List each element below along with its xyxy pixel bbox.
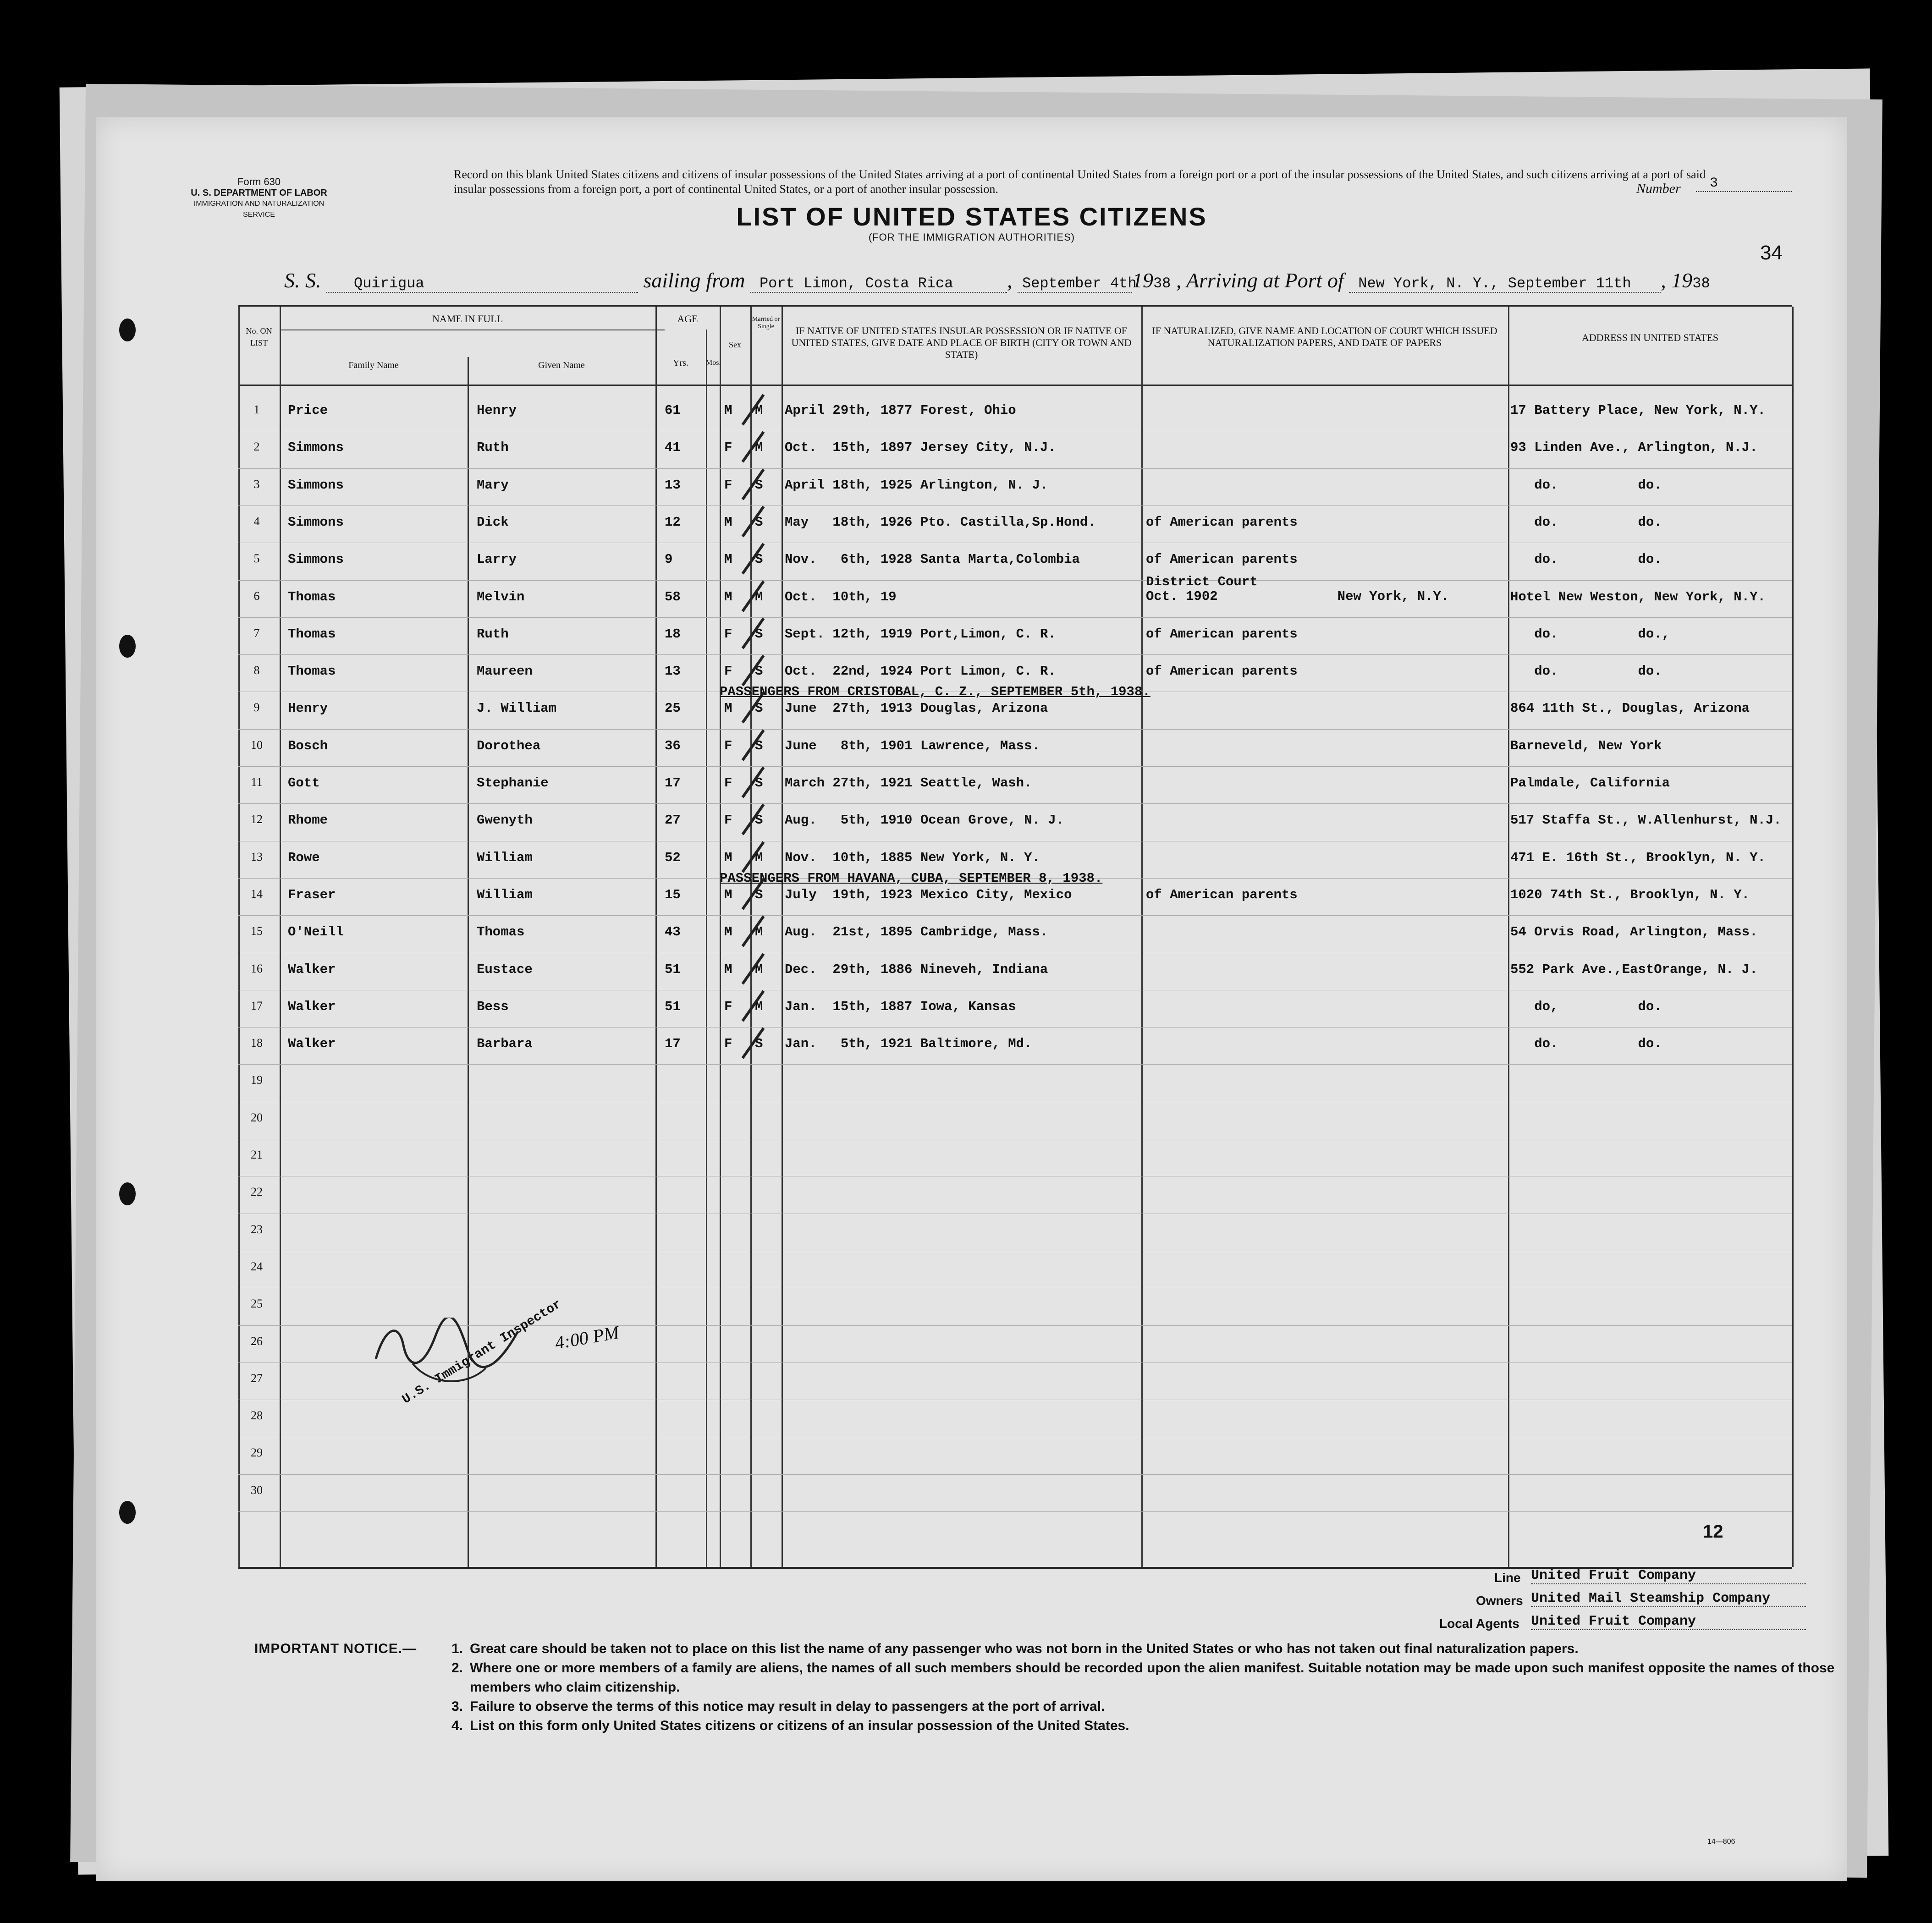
cell-no: 23 <box>251 1222 263 1236</box>
cell-ms: S <box>755 626 763 642</box>
cell-age: 41 <box>665 440 681 456</box>
cell-no: 2 <box>253 440 260 454</box>
cell-no: 17 <box>251 999 263 1012</box>
cell-sex: F <box>724 664 732 679</box>
binder-hole <box>119 1182 136 1205</box>
cell-ms: M <box>755 924 763 940</box>
cell-given: Thomas <box>477 924 525 940</box>
cell-addr: 552 Park Ave.,EastOrange, N. J. <box>1510 962 1758 977</box>
inspector-stamp: U.S. Immigrant Inspector <box>400 1297 564 1407</box>
cell-age: 25 <box>665 701 681 716</box>
owners-value: United Mail Steamship Company <box>1531 1591 1806 1607</box>
cell-no: 12 <box>251 813 263 826</box>
row-rule <box>238 505 1792 506</box>
cell-family: Simmons <box>288 514 344 530</box>
cell-birth: Jan. 15th, 1887 Iowa, Kansas <box>785 999 1016 1014</box>
number-label: Number <box>1636 181 1681 196</box>
arrival-time: 4:00 PM <box>553 1322 621 1353</box>
cell-age: 51 <box>665 999 681 1014</box>
cell-nat: of American parents <box>1146 626 1298 642</box>
cell-sex: M <box>724 924 732 940</box>
cell-birth: Oct. 10th, 19 <box>785 589 897 604</box>
service: IMMIGRATION AND NATURALIZATION SERVICE <box>193 200 325 219</box>
arrival-year: 38 <box>1692 275 1710 292</box>
cell-ms: M <box>755 999 763 1014</box>
cell-family: Walker <box>288 1036 336 1052</box>
row-rule <box>238 617 1792 618</box>
header-no-on-list: No. ON LIST <box>246 326 272 347</box>
cell-ms: S <box>755 887 763 902</box>
cell-addr: do. do. <box>1510 514 1662 530</box>
cell-birth: Dec. 29th, 1886 Nineveh, Indiana <box>785 962 1048 977</box>
cell-family: Simmons <box>288 477 344 493</box>
page-subtitle: (FOR THE IMMIGRATION AUTHORITIES) <box>868 231 1075 243</box>
cell-family: O'Neill <box>288 924 344 940</box>
cell-birth: Sept. 12th, 1919 Port,Limon, C. R. <box>785 626 1056 642</box>
cell-birth: Nov. 10th, 1885 New York, N. Y. <box>785 850 1040 865</box>
line-label: Line <box>1494 1571 1521 1585</box>
cell-no: 10 <box>251 738 263 752</box>
cell-sex: M <box>724 403 732 418</box>
header-address: ADDRESS IN UNITED STATES <box>1581 332 1719 343</box>
cell-no: 18 <box>251 1036 263 1050</box>
cell-age: 27 <box>665 813 681 828</box>
cell-addr: do. do. <box>1510 664 1662 679</box>
cell-sex: M <box>724 552 732 567</box>
cell-no: 22 <box>251 1185 263 1199</box>
cell-no: 11 <box>251 775 263 789</box>
page-number: 34 <box>1760 242 1783 264</box>
cell-no: 1 <box>253 403 260 416</box>
cell-given: Ruth <box>477 626 509 642</box>
cell-birth: July 19th, 1923 Mexico City, Mexico <box>785 887 1072 902</box>
cell-given: Gwenyth <box>477 813 533 828</box>
cell-ms: M <box>755 850 763 865</box>
cell-age: 17 <box>665 775 681 791</box>
cell-no: 9 <box>253 701 260 714</box>
cell-given: Ruth <box>477 440 509 456</box>
notice-item: 4. List on this form only United States citizens or citizens of an insular possession of the United States. <box>451 1718 1129 1733</box>
number-value: 3 <box>1696 176 1792 192</box>
form-instructions: Record on this blank United States citizens and citizens of insular possessions of the United States arriving at a port of continental United States from a foreign port or a port of the insular possessions of the United States, and such citizens arriving at a port of said insular possessions from a foreign port, a port of continental United States, or a port of another insular possession. <box>454 168 1706 196</box>
cell-given: Larry <box>477 552 517 567</box>
binder-hole <box>119 319 136 341</box>
department: U. S. DEPARTMENT OF LABOR <box>191 188 327 198</box>
row-rule <box>238 729 1792 730</box>
cell-age: 43 <box>665 924 681 940</box>
cell-sex: F <box>724 738 732 753</box>
row-rule <box>238 1064 1792 1065</box>
cell-ms: M <box>755 962 763 977</box>
row-rule <box>238 468 1792 469</box>
sail-year-prefix: 19 <box>1132 269 1153 292</box>
cell-birth: May 18th, 1926 Pto. Castilla,Sp.Hond. <box>785 514 1096 530</box>
inspector-signature <box>367 1318 532 1391</box>
cell-birth: Aug. 21st, 1895 Cambridge, Mass. <box>785 924 1048 940</box>
handwritten-number: 12 <box>1703 1522 1723 1542</box>
cell-addr: 1020 74th St., Brooklyn, N. Y. <box>1510 887 1750 902</box>
cell-family: Walker <box>288 962 336 977</box>
header-family-name: Family Name <box>348 360 399 370</box>
cell-addr: 471 E. 16th St., Brooklyn, N. Y. <box>1510 850 1766 865</box>
binder-hole <box>119 635 136 658</box>
cell-given: Melvin <box>477 589 525 604</box>
cell-no: 7 <box>253 626 260 640</box>
row-rule <box>238 654 1792 655</box>
cell-nat: of American parents <box>1146 664 1298 679</box>
cell-age: 36 <box>665 738 681 753</box>
header-married-single: Married or Single <box>752 316 780 330</box>
header-mos: Mos. <box>706 359 721 367</box>
row-rule <box>238 915 1792 916</box>
cell-family: Price <box>288 403 328 418</box>
cell-given: William <box>477 887 533 902</box>
cell-family: Thomas <box>288 589 336 604</box>
cell-no: 4 <box>253 514 260 528</box>
cell-no: 21 <box>251 1148 263 1161</box>
cell-ms: S <box>755 775 763 791</box>
cell-birth: March 27th, 1921 Seattle, Wash. <box>785 775 1032 791</box>
cell-addr: do. do. <box>1510 552 1662 567</box>
cell-birth: April 29th, 1877 Forest, Ohio <box>785 403 1016 418</box>
header-given-name: Given Name <box>538 360 585 370</box>
cell-given: Henry <box>477 403 517 418</box>
cell-no: 27 <box>251 1371 263 1385</box>
cell-birth: June 27th, 1913 Douglas, Arizona <box>785 701 1048 716</box>
header-birth: IF NATIVE OF UNITED STATES INSULAR POSSESSION OR IF NATIVE OF UNITED STATES, GIVE DATE AND PLACE OF BIRTH (CITY OR TOWN AND STATE) <box>791 325 1132 360</box>
line-value: United Fruit Company <box>1531 1568 1806 1584</box>
cell-no: 16 <box>251 962 263 975</box>
cell-age: 15 <box>665 887 681 902</box>
cell-no: 5 <box>253 552 260 566</box>
cell-no: 30 <box>251 1483 263 1497</box>
cell-no: 14 <box>251 887 263 901</box>
cell-ms: S <box>755 738 763 753</box>
cell-age: 13 <box>665 664 681 679</box>
section-divider: PASSENGERS FROM HAVANA, CUBA, SEPTEMBER 8, 1938. <box>720 870 1103 886</box>
cell-ms: M <box>755 589 763 604</box>
row-rule <box>238 803 1792 804</box>
header-yrs: Yrs. <box>673 358 688 368</box>
cell-addr: Barneveld, New York <box>1510 738 1662 753</box>
cell-birth: June 8th, 1901 Lawrence, Mass. <box>785 738 1040 753</box>
cell-ms: S <box>755 477 763 493</box>
cell-birth: Nov. 6th, 1928 Santa Marta,Colombia <box>785 552 1080 567</box>
form-number: Form 630 <box>237 176 281 187</box>
cell-age: 51 <box>665 962 681 977</box>
cell-age: 9 <box>665 552 673 567</box>
cell-sex: M <box>724 962 732 977</box>
cell-sex: F <box>724 1036 732 1052</box>
cell-ms: S <box>755 664 763 679</box>
cell-sex: F <box>724 440 732 456</box>
cell-age: 61 <box>665 403 681 418</box>
sailing-label: sailing from <box>643 269 745 292</box>
notice-item: 2. Where one or more members of a family are aliens, the names of all such members should be recorded upon the alien manifest. Suitable notation may be made upon such manifest opposite the names of those members who claim citizenship. <box>451 1660 1835 1695</box>
form-code: 14—806 <box>1707 1838 1735 1846</box>
cell-family: Thomas <box>288 664 336 679</box>
section-divider: PASSENGERS FROM CRISTOBAL, C. Z., SEPTEMBER 5th, 1938. <box>720 684 1150 700</box>
from-port: Port Limon, Costa Rica <box>750 275 1007 293</box>
cell-addr: 54 Orvis Road, Arlington, Mass. <box>1510 924 1758 940</box>
cell-sex: M <box>724 514 732 530</box>
cell-no: 8 <box>253 664 260 677</box>
cell-no: 20 <box>251 1110 263 1124</box>
cell-sex: F <box>724 999 732 1014</box>
cell-addr: do, do. <box>1510 999 1662 1014</box>
cell-given: Barbara <box>477 1036 533 1052</box>
page-title: LIST OF UNITED STATES CITIZENS <box>736 202 1207 231</box>
cell-given: Maureen <box>477 664 533 679</box>
cell-addr: 93 Linden Ave., Arlington, N.J. <box>1510 440 1758 456</box>
cell-family: Simmons <box>288 552 344 567</box>
cell-no: 3 <box>253 477 260 491</box>
cell-ms: S <box>755 1036 763 1052</box>
cell-given: Mary <box>477 477 509 493</box>
cell-age: 13 <box>665 477 681 493</box>
notice-items <box>451 1639 1845 1736</box>
header-sex: Sex <box>729 340 741 349</box>
row-rule <box>238 1511 1792 1512</box>
header-name-in-full: NAME IN FULL <box>432 313 503 324</box>
cell-age: 58 <box>665 589 681 604</box>
cell-no: 28 <box>251 1409 263 1423</box>
cell-birth: April 18th, 1925 Arlington, N. J. <box>785 477 1048 493</box>
cell-ms: S <box>755 701 763 716</box>
manifest-page <box>96 117 1847 1881</box>
cell-addr: 864 11th St., Douglas, Arizona <box>1510 701 1750 716</box>
cell-family: Gott <box>288 775 320 791</box>
cell-given: William <box>477 850 533 865</box>
cell-addr: do. do. <box>1510 477 1662 493</box>
arriving-label: , Arriving at Port of <box>1176 269 1344 292</box>
cell-no: 25 <box>251 1297 263 1311</box>
agents-label: Local Agents <box>1439 1616 1519 1631</box>
cell-sex: M <box>724 701 732 716</box>
notice-item: 3. Failure to observe the terms of this notice may result in delay to passengers at the port of arrival. <box>451 1699 1105 1714</box>
cell-no: 24 <box>251 1259 263 1273</box>
cell-addr: Palmdale, California <box>1510 775 1670 791</box>
sail-date: September 4th <box>1018 275 1132 293</box>
cell-sex: F <box>724 775 732 791</box>
cell-sex: M <box>724 887 732 902</box>
cell-nat: of American parents <box>1146 514 1298 530</box>
cell-family: Simmons <box>288 440 344 456</box>
cell-family: Rhome <box>288 813 328 828</box>
cell-no: 6 <box>253 589 260 603</box>
cell-nat: of American parents <box>1146 552 1298 567</box>
header-age: AGE <box>677 313 698 324</box>
cell-given: Bess <box>477 999 509 1014</box>
cell-given: Eustace <box>477 962 533 977</box>
cell-addr: 17 Battery Place, New York, N.Y. <box>1510 403 1766 418</box>
cell-addr: Hotel New Weston, New York, N.Y. <box>1510 589 1766 604</box>
cell-birth: Oct. 22nd, 1924 Port Limon, C. R. <box>785 664 1056 679</box>
cell-ms: M <box>755 403 763 418</box>
cell-family: Fraser <box>288 887 336 902</box>
cell-ms: S <box>755 813 763 828</box>
arrival-year-prefix: 19 <box>1671 269 1693 292</box>
cell-ms: S <box>755 552 763 567</box>
cell-family: Bosch <box>288 738 328 753</box>
cell-sex: F <box>724 626 732 642</box>
cell-no: 13 <box>251 850 263 863</box>
agents-value: United Fruit Company <box>1531 1614 1806 1630</box>
row-rule <box>238 580 1792 581</box>
cell-sex: F <box>724 813 732 828</box>
cell-family: Thomas <box>288 626 336 642</box>
notice-label: IMPORTANT NOTICE.— <box>254 1641 417 1656</box>
voyage-line: S. S. Quirigua sailing from Port Limon, Costa Rica , September 4th1938 , Arriving at Port of New York, N. Y., September 11th , 1938 <box>284 269 1710 292</box>
notice-item: 1. Great care should be taken not to place on this list the name of any passenger who was not born in the United States or who has not taken out final naturalization papers. <box>451 1641 1579 1656</box>
cell-age: 17 <box>665 1036 681 1052</box>
cell-ms: M <box>755 440 763 456</box>
cell-ms: S <box>755 514 763 530</box>
ship-name: Quirigua <box>326 275 638 293</box>
cell-no: 19 <box>251 1073 263 1087</box>
cell-given: Dorothea <box>477 738 541 753</box>
cell-given: Stephanie <box>477 775 549 791</box>
cell-birth: Oct. 15th, 1897 Jersey City, N.J. <box>785 440 1056 456</box>
sail-year: 38 <box>1153 275 1171 292</box>
arrival-port: New York, N. Y., September 11th <box>1349 275 1661 293</box>
cell-no: 29 <box>251 1446 263 1460</box>
cell-sex: M <box>724 589 732 604</box>
cell-addr: do. do. <box>1510 1036 1662 1052</box>
cell-given: Dick <box>477 514 509 530</box>
cell-birth: Jan. 5th, 1921 Baltimore, Md. <box>785 1036 1032 1052</box>
cell-addr: do. do., <box>1510 626 1670 642</box>
binder-hole <box>119 1501 136 1524</box>
cell-family: Walker <box>288 999 336 1014</box>
cell-sex: M <box>724 850 732 865</box>
cell-family: Henry <box>288 701 328 716</box>
cell-family: Rowe <box>288 850 320 865</box>
cell-given: J. William <box>477 701 557 716</box>
header-naturalized: IF NATURALIZED, GIVE NAME AND LOCATION OF COURT WHICH ISSUED NATURALIZATION PAPERS, AND DATE OF PAPERS <box>1152 325 1497 348</box>
cell-addr: 517 Staffa St., W.Allenhurst, N.J. <box>1510 813 1782 828</box>
cell-birth: Aug. 5th, 1910 Ocean Grove, N. J. <box>785 813 1064 828</box>
cell-nat: of American parents <box>1146 887 1298 902</box>
cell-no: 26 <box>251 1334 263 1348</box>
cell-age: 12 <box>665 514 681 530</box>
ss-label: S. S. <box>284 269 321 292</box>
cell-age: 52 <box>665 850 681 865</box>
owners-label: Owners <box>1476 1593 1523 1608</box>
cell-nat: District Court Oct. 1902 New York, N.Y. <box>1146 574 1449 604</box>
cell-sex: F <box>724 477 732 493</box>
cell-age: 18 <box>665 626 681 642</box>
cell-no: 15 <box>251 924 263 938</box>
row-rule <box>238 1474 1792 1475</box>
row-rule <box>238 766 1792 767</box>
